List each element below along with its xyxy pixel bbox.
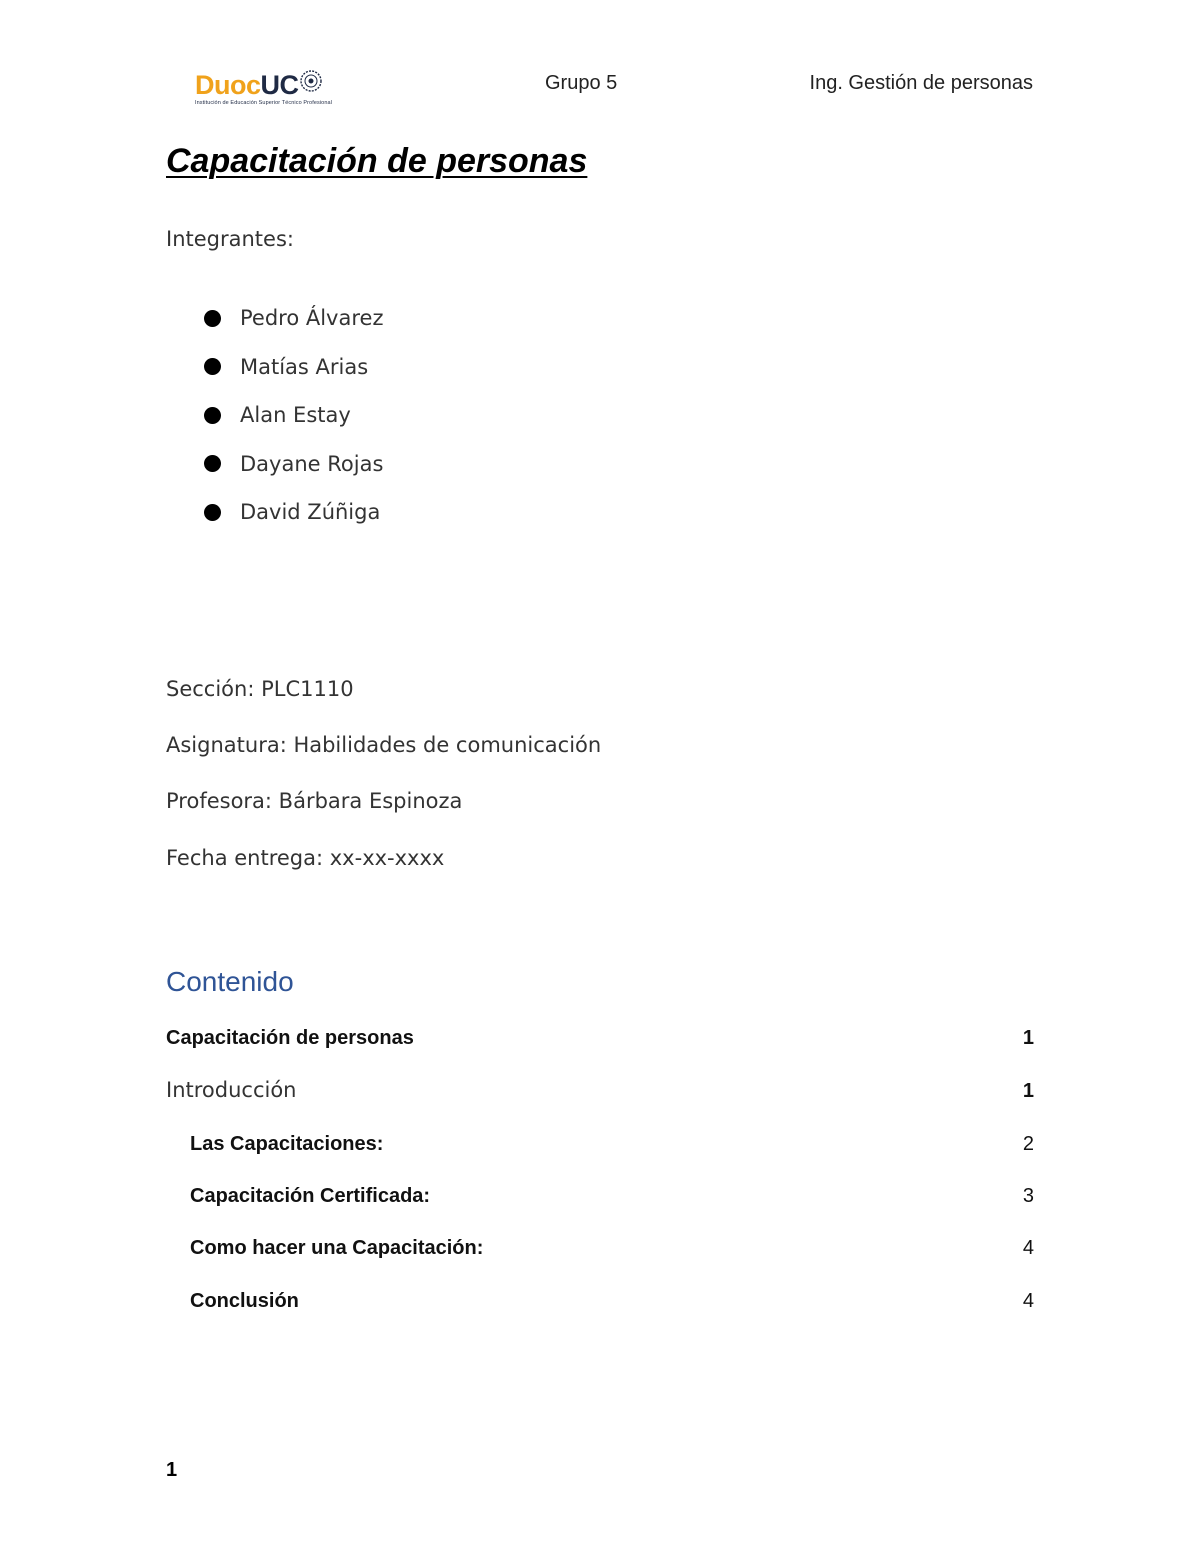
- logo-wordmark: DuocUC: [195, 70, 299, 100]
- duocuc-logo: [195, 68, 332, 112]
- toc-entry-label: Capacitación de personas: [166, 1027, 414, 1049]
- toc-entry-page: 2: [1022, 1133, 1034, 1155]
- document-title: Capacitación de personas: [166, 142, 588, 180]
- toc-entry[interactable]: [166, 1078, 1034, 1103]
- toc-entry[interactable]: [190, 1133, 1034, 1156]
- list-item: Pedro Álvarez: [200, 294, 383, 343]
- list-item: Matías Arias: [200, 343, 383, 392]
- toc-entry-label: Como hacer una Capacitación:: [190, 1237, 484, 1259]
- header-group: Grupo 5: [545, 72, 618, 94]
- toc-heading: Contenido: [166, 966, 294, 997]
- list-item: Dayane Rojas: [200, 440, 383, 489]
- toc-entry-page: 1: [1022, 1080, 1034, 1102]
- toc-entry[interactable]: [190, 1290, 1034, 1313]
- toc-entry[interactable]: [190, 1237, 1034, 1260]
- logo-tagline: Institución de Educación Superior Técnico Profesional: [195, 100, 332, 106]
- toc-entry-label: Introducción: [166, 1078, 297, 1102]
- due-date-line: Fecha entrega: xx-xx-xxxx: [166, 846, 445, 870]
- teacher-line: Profesora: Bárbara Espinoza: [166, 789, 463, 813]
- bullet-icon: [204, 310, 221, 327]
- page-number: 1: [166, 1459, 178, 1481]
- section-line: Sección: PLC1110: [166, 677, 354, 701]
- header-course-area: Ing. Gestión de personas: [809, 72, 1033, 94]
- list-item: David Zúñiga: [200, 488, 383, 537]
- toc-entry-page: 4: [1022, 1290, 1034, 1312]
- members-list: [200, 294, 383, 537]
- toc-entry-page: 3: [1022, 1185, 1034, 1207]
- toc-entry[interactable]: [190, 1185, 1034, 1208]
- members-label: Integrantes:: [166, 227, 294, 251]
- toc-entry-label: Conclusión: [190, 1290, 299, 1312]
- toc-entry-label: Capacitación Certificada:: [190, 1185, 431, 1207]
- bullet-icon: [204, 504, 221, 521]
- toc-entry[interactable]: [166, 1027, 1034, 1050]
- logo-seal-icon: [300, 70, 322, 92]
- toc-entry-page: 1: [1022, 1027, 1034, 1049]
- toc-entry-label: Las Capacitaciones:: [190, 1133, 384, 1155]
- subject-line: Asignatura: Habilidades de comunicación: [166, 733, 602, 757]
- toc-entry-page: 4: [1022, 1237, 1034, 1259]
- bullet-icon: [204, 407, 221, 424]
- bullet-icon: [204, 358, 221, 375]
- bullet-icon: [204, 455, 221, 472]
- list-item: Alan Estay: [200, 391, 383, 440]
